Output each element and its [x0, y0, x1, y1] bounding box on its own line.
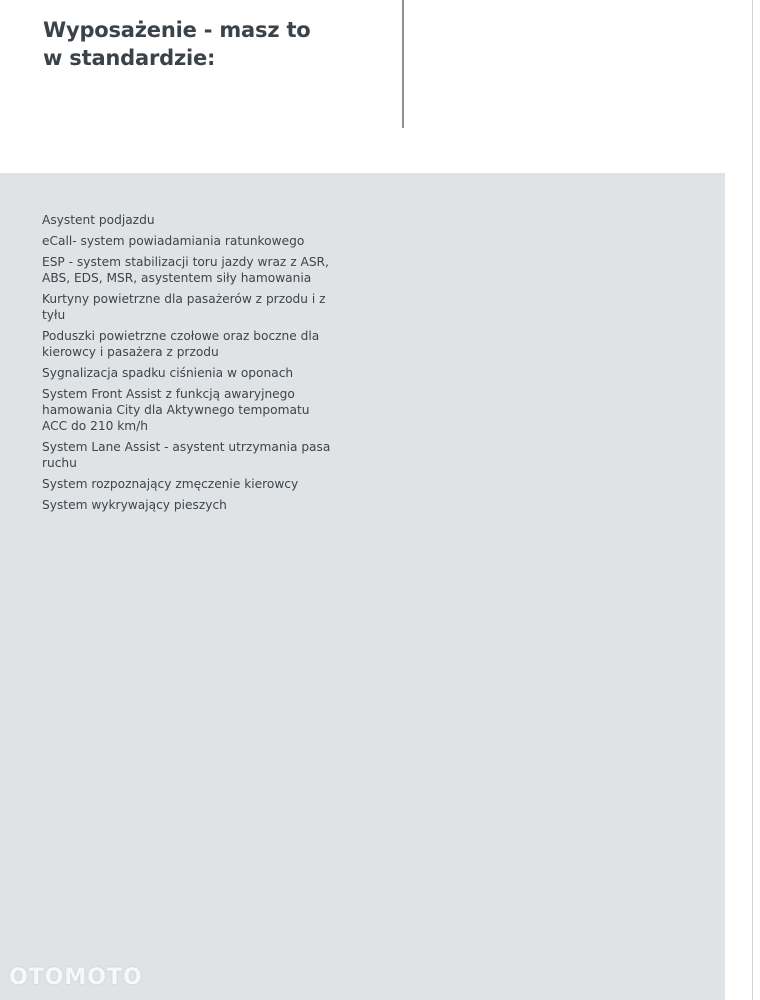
- feature-item: Poduszki powietrzne czołowe oraz boczne dla kierowcy i pasażera z przodu: [42, 329, 320, 359]
- feature-item: Kurtyny powietrzne dla pasażerów z przodu i z tyłu: [42, 292, 326, 322]
- page-title: Wyposażenie - masz to w standardzie:: [43, 18, 311, 70]
- header-section: [0, 0, 752, 173]
- feature-item: Sygnalizacja spadku ciśnienia w oponach: [42, 366, 294, 380]
- page-edge-rule: [752, 0, 753, 1000]
- equipment-panel: [0, 173, 725, 1000]
- otomoto-watermark: OTOMOTO: [9, 965, 143, 990]
- feature-item: System Lane Assist - asystent utrzymania pasa ruchu: [42, 440, 331, 470]
- feature-item: ESP - system stabilizacji toru jazdy wraz z ASR, ABS, EDS, MSR, asystentem siły hamowania: [42, 255, 329, 285]
- feature-item: System rozpoznający zmęczenie kierowcy: [42, 477, 299, 491]
- header-divider: [402, 0, 404, 128]
- feature-list: [42, 212, 337, 518]
- feature-item: System Front Assist z funkcją awaryjnego hamowania City dla Aktywnego tempomatu ACC do 210 km/h: [42, 387, 310, 433]
- feature-item: eCall- system powiadamiania ratunkowego: [42, 234, 305, 248]
- feature-item: Asystent podjazdu: [42, 213, 155, 227]
- feature-item: System wykrywający pieszych: [42, 498, 227, 512]
